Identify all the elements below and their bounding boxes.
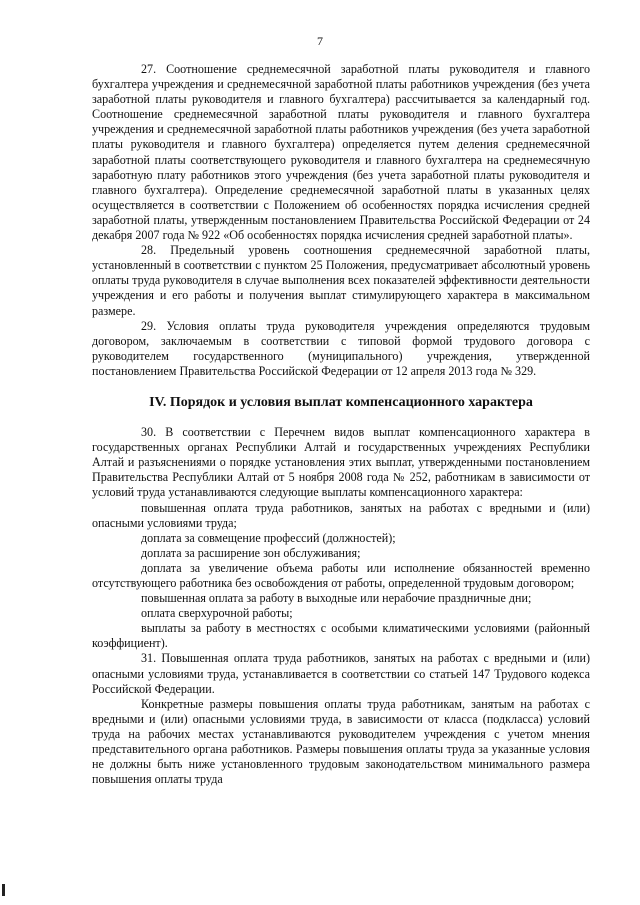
list-item-6: оплата сверхурочной работы; — [141, 606, 293, 621]
paragraph-28: 28. Предельный уровень соотношения среднемесячной заработной платы, установленный в соответствии с пунктом 25 Положения, предусматривает абсолютный уровень оплаты труда руководителя в случае выполнения всех показателей эффективности деятельности учреждения и его работы и получения выплат стимулирующего характера в максимальном размере. — [92, 243, 590, 318]
list-item-2: доплата за совмещение профессий (должностей); — [141, 530, 396, 545]
paragraph-30: 30. В соответствии с Перечнем видов выплат компенсационного характера в государственных органах Республики Алтай и государственных учреждениях Республики Алтай и разъяснениями о порядке установления этих выплат, утвержденными постановлением Правительства Республики Алтай от 5 ноября 2008 года № 252, работникам в зависимости от условий труда устанавливаются следующие выплаты компенсационного характера: — [92, 425, 590, 500]
scan-edge-mark — [2, 884, 5, 896]
list-item-4: доплата за увеличение объема работы или исполнение обязанностей временно отсутствующего работника без освобождения от работы, определенной трудовым договором; — [92, 560, 590, 590]
paragraph-31-continued: Конкретные размеры повышения оплаты труда работникам, занятым на работах с вредными и (или) опасными условиями труда, в зависимости от класса (подкласса) условий труда на рабочих местах устанавливаются руководителем учреждения с учетом мнения представительного органа работников. Размеры повышения оплаты труда за указанные условия не должны быть ниже установленного трудовым законодательством минимального размера повышения оплаты труда — [92, 696, 590, 787]
paragraph-29: 29. Условия оплаты труда руководителя учреждения определяются трудовым договором, заключаемым в соответствии с типовой формой трудового договора с руководителем государственного (муниципального) учреждения, утвержденной постановлением Правительства Российской Федерации от 12 апреля 2013 года № 329. — [92, 318, 590, 378]
document-body — [92, 62, 590, 787]
list-item-1: повышенная оплата труда работников, занятых на работах с вредными и (или) опасными условиями труда; — [92, 500, 590, 530]
page-number: 7 — [317, 34, 323, 48]
paragraph-27: 27. Соотношение среднемесячной заработной платы руководителя и главного бухгалтера учреждения и среднемесячной заработной платы работников учреждения (без учета заработной платы руководителя и главного бухгалтера) рассчитывается за календарный год. Соотношение среднемесячной заработной платы руководителя и главного бухгалтера учреждения и среднемесячной заработной платы работников учреждения (без учета заработной платы руководителя и главного бухгалтера) определяется путем деления среднемесячной заработной платы соответствующего руководителя и главного бухгалтера на среднемесячную заработную плату работников этого учреждения (без учета заработной платы руководителя и главного бухгалтера). Определение среднемесячной заработной платы в указанных целях осуществляется в соответствии с Положением об особенностях порядка исчисления средней заработной платы, утвержденным постановлением Правительства Российской Федерации от 24 декабря 2007 года № 922 «Об особенностях порядка исчисления средней заработной платы». — [92, 62, 590, 243]
list-item-3: доплата за расширение зон обслуживания; — [141, 545, 361, 560]
paragraph-31: 31. Повышенная оплата труда работников, занятых на работах с вредными и (или) опасными условиями труда, устанавливается в соответствии со статьей 147 Трудового кодекса Российской Федерации. — [92, 651, 590, 696]
list-item-7: выплаты за работу в местностях с особыми климатическими условиями (районный коэффициент). — [92, 621, 590, 651]
list-item-5: повышенная оплата за работу в выходные или нерабочие праздничные дни; — [141, 591, 532, 606]
section-heading: IV. Порядок и условия выплат компенсационного характера — [149, 394, 533, 410]
